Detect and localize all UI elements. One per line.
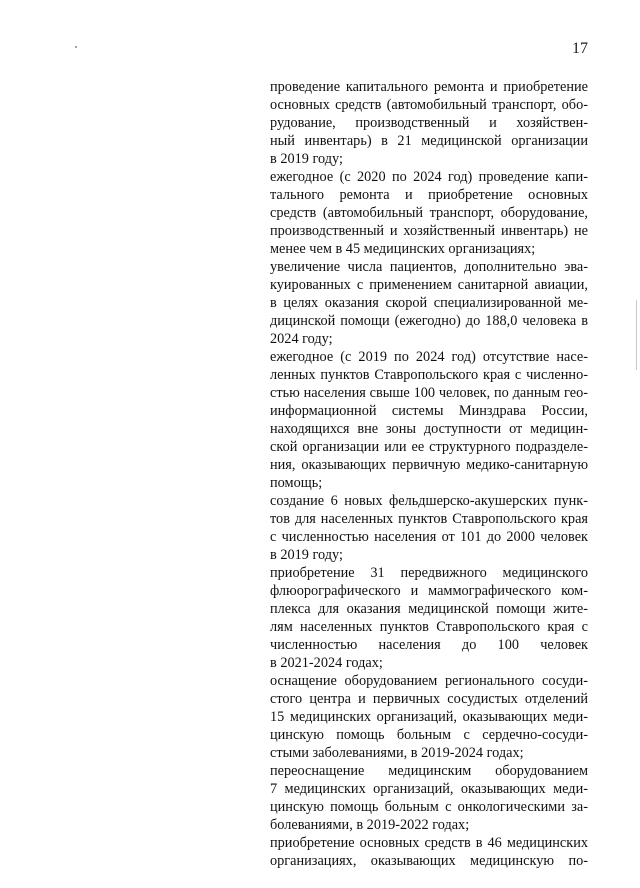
text-line: дицинской помощи (ежегодно) до 188,0 человека в — [270, 313, 588, 329]
text-line: в целях оказания скорой специализированной ме- — [270, 295, 588, 311]
text-line: цинскую помощь больным с сердечно-сосуди- — [270, 727, 588, 743]
text-line: приобретение основных средств в 46 медицинских — [270, 835, 588, 851]
text-line: 2024 году; — [270, 331, 333, 347]
text-line: лям населенных пунктов Ставропольского края с — [270, 619, 588, 635]
text-line: ежегодное (с 2020 по 2024 год) проведение капи- — [270, 169, 588, 185]
text-line: цинскую помощь больным с онкологическими за- — [270, 799, 588, 815]
text-line: ежегодное (с 2019 по 2024 год) отсутствие насе- — [270, 349, 588, 365]
text-line: оснащение оборудованием регионального сосуди- — [270, 673, 588, 689]
text-line: переоснащение медицинским оборудованием — [270, 763, 588, 779]
text-line: стого центра и первичных сосудистых отделений — [270, 691, 588, 707]
text-line: стью населения свыше 100 человек, по данным гео- — [270, 385, 588, 401]
text-line: организациях, оказывающих медицинскую по- — [270, 853, 588, 869]
page-number: 17 — [572, 40, 588, 57]
scan-speck — [75, 46, 77, 48]
text-line: производственный и хозяйственный инвентарь) не — [270, 223, 588, 239]
text-line: ленных пунктов Ставропольского края с численно- — [270, 367, 588, 383]
text-line: ния, оказывающих первичную медико-санитарную — [270, 457, 588, 473]
text-line: рудование, производственный и хозяйствен- — [270, 115, 588, 131]
text-line: куированных с применением санитарной авиации, — [270, 277, 588, 293]
text-line: тов для населенных пунктов Ставропольского края — [270, 511, 588, 527]
text-line: создание 6 новых фельдшерско-акушерских пунк- — [270, 493, 588, 509]
text-line: численностью населения до 100 человек — [270, 637, 588, 653]
text-line: находящихся вне зоны доступности от медицин- — [270, 421, 588, 437]
text-line: 15 медицинских организаций, оказывающих меди- — [270, 709, 588, 725]
text-line: в 2021-2024 годах; — [270, 655, 383, 671]
text-line: помощь; — [270, 475, 323, 491]
text-line: в 2019 году; — [270, 151, 343, 167]
text-line: информационной системы Минздрава России, — [270, 403, 588, 419]
text-line: ный инвентарь) в 21 медицинской организации — [270, 133, 588, 149]
text-line: увеличение числа пациентов, дополнительно эва- — [270, 259, 588, 275]
text-line: менее чем в 45 медицинских организациях; — [270, 241, 536, 257]
text-line: основных средств (автомобильный транспорт, обо- — [270, 97, 588, 113]
text-line: с численностью населения от 101 до 2000 человек — [270, 529, 588, 545]
text-line: тального ремонта и приобретение основных — [270, 187, 588, 203]
text-line: 7 медицинских организаций, оказывающих меди- — [270, 781, 588, 797]
scan-edge-mark — [636, 300, 637, 370]
text-line: флюорографического и маммографического ком- — [270, 583, 588, 599]
text-line: в 2019 году; — [270, 547, 343, 563]
text-line: средств (автомобильный транспорт, оборудование, — [270, 205, 588, 221]
text-line: болеваниями, в 2019-2022 годах; — [270, 817, 470, 833]
text-line: проведение капитального ремонта и приобретение — [270, 79, 588, 95]
text-line: плекса для оказания медицинской помощи жите- — [270, 601, 588, 617]
text-line: приобретение 31 передвижного медицинского — [270, 565, 588, 581]
text-line: ской организации или ее структурного подразделе- — [270, 439, 588, 455]
text-line: стыми заболеваниями, в 2019-2024 годах; — [270, 745, 524, 761]
